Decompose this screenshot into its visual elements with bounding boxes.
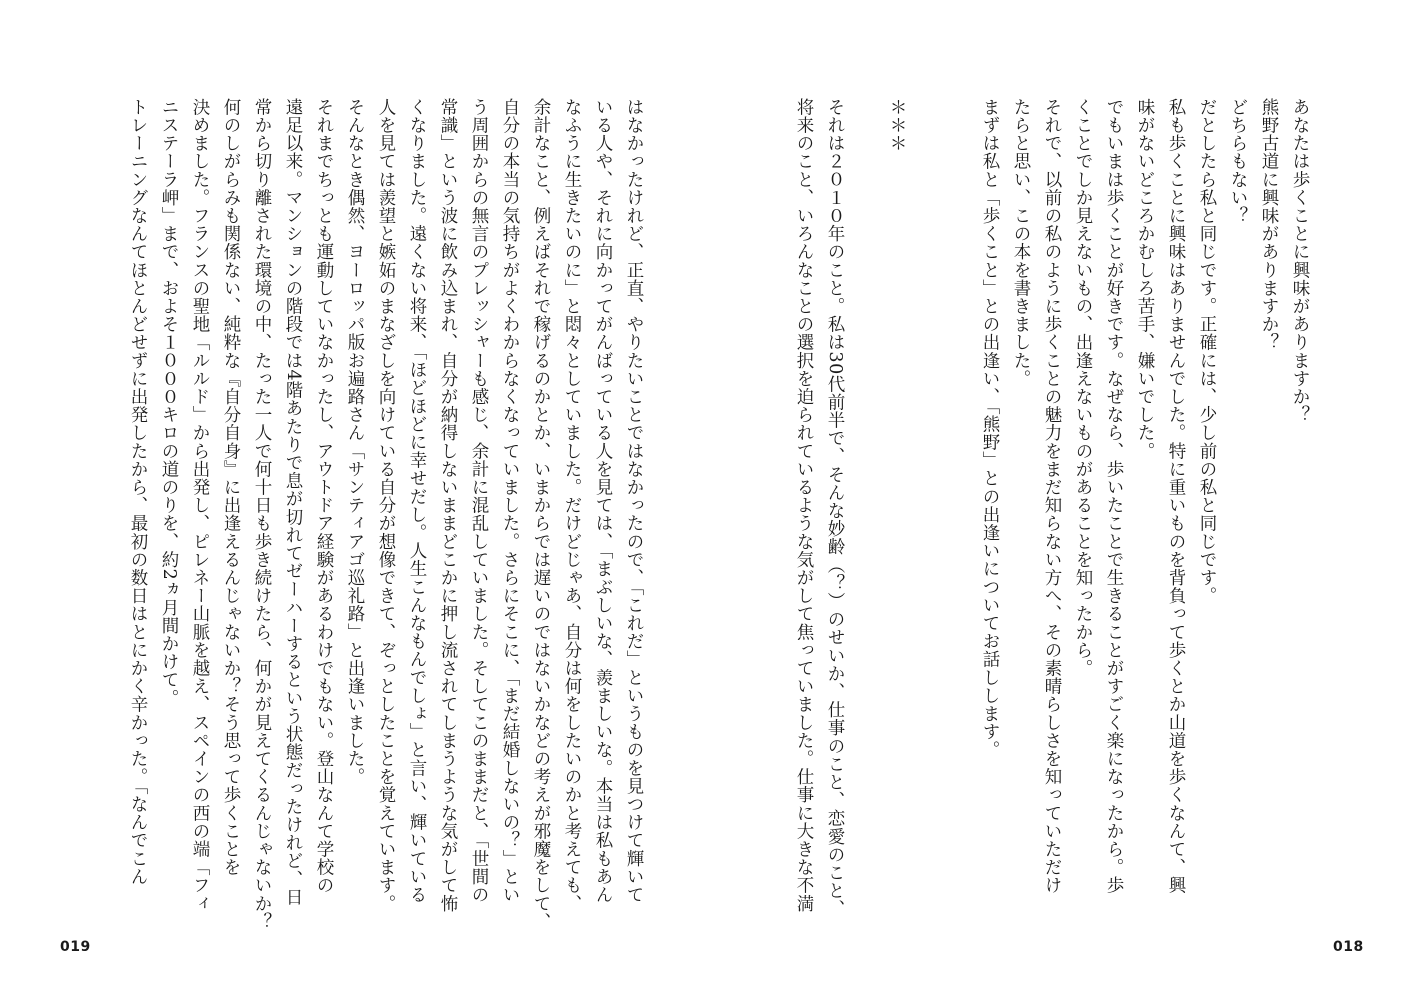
page-number-right: 018 [1333,939,1364,955]
text-line: それは２０１０年のこと。私は30代前半で、そんな妙齢（？）のせいか、仕事のこと、恋愛のこと、 [825,98,845,918]
text-line: 常から切り離された環境の中、たった一人で何十日も歩き続けたら、何かが見えてくるんじゃないか？ [252,98,272,931]
text-line: そんなとき偶然、ヨーロッパ版お遍路さん「サンティアゴ巡礼路」と出逢いました。 [345,98,365,786]
text-line: それで、以前の私のように歩くことの魅力をまだ知らない方へ、その素晴らしさを知っていただけ [1042,98,1062,895]
text-line: う周囲からの無言のプレッシャーも感じ、余計に混乱していました。そしてこのままだと、「世間の [469,98,489,904]
text-line: 常識」という波に飲み込まれ、自分が納得しないままどこかに押し流されてしまうような気がして怖 [438,98,458,913]
text-line: あなたは歩くことに興味がありますか？ [1290,98,1310,424]
text-line: 決めました。フランスの聖地「ルルド」から出発し、ピレネー山脈を越え、スペインの西の端「フィ [190,98,210,913]
text-line: どちらもない？ [1228,98,1248,225]
text-line: 遠足以来。マンションの階段では4階あたりで息が切れてゼーハーするという状態だったけれど、日 [283,98,303,907]
text-line: なふうに生きたいのに」と悶々としていました。だけどじゃあ、自分は何をしたいのかと考えても、 [562,98,582,913]
section-break: ＊＊＊ [887,98,907,153]
text-line: でもいまは歩くことが好きです。なぜなら、歩いたことで生きることがすごく楽になったから。歩 [1104,98,1124,895]
left-page-body [122,98,649,931]
text-line: だとしたら私と同じです。正確には、少し前の私と同じです。 [1197,98,1217,605]
text-line: まずは私と「歩くこと」との出逢い、「熊野」との出逢いについてお話しします。 [980,98,1000,759]
text-line: いる人や、それに向かってがんばっている人を見ては、「まぶしいな、羨ましいな。本当は私もあん [593,98,613,904]
text-line: 将来のこと、いろんなことの選択を迫られているような気がして焦っていました。仕事に大きな不満 [794,98,814,913]
right-page-body [788,98,1315,918]
blank-line [912,98,943,748]
text-line: 味がないどころかむしろ苦手、嫌いでした。 [1135,98,1155,460]
text-line: はなかったけれど、正直、やりたいことではなかったので、「これだ」というものを見つけて輝いて [624,98,644,904]
text-line: 何のしがらみも関係ない、純粋な『自分自身』に出逢えるんじゃないか？そう思って歩くことを [221,98,241,877]
text-line: 熊野古道に興味がありますか？ [1259,98,1279,352]
text-line: それまでちっとも運動していなかったし、アウトドア経験があるわけでもない。登山なんて学校の [314,98,334,895]
text-line: たらと思い、この本を書きました。 [1011,98,1031,388]
text-line: 私も歩くことに興味はありませんでした。特に重いものを背負って歩くとか山道を歩くなんて、興 [1166,98,1186,895]
blank-line [850,98,881,748]
text-line: 余計なこと、例えばそれで稼げるのかとか、いまからでは遅いのではないかなどの考えが邪魔をして、 [531,98,551,931]
right-page [705,0,1410,1000]
text-line: 人を見ては羨望と嫉妬のまなざしを向けている自分が想像できて、ぞっとしたことを覚えています。 [376,98,396,913]
text-line: ニステーラ岬」まで、およそ１０００キロの道のりを、約2ヵ月間かけて。 [159,98,179,708]
text-line: くなりました。遠くない将来、「ほどほどに幸せだし。人生こんなもんでしょ」と言い、輝いている [407,98,427,904]
text-line: トレーニングなんてほとんどせずに出発したから、最初の数日はとにかく辛かった。「なんでこん [128,98,148,886]
text-line: くことでしか見えないもの、出逢えないものがあることを知ったから。 [1073,98,1093,678]
blank-line [943,98,974,748]
text-line: 自分の本当の気持ちがよくわからなくなっていました。さらにそこに、「まだ結婚しないの？」とい [500,98,520,904]
page-number-left: 019 [60,939,91,955]
